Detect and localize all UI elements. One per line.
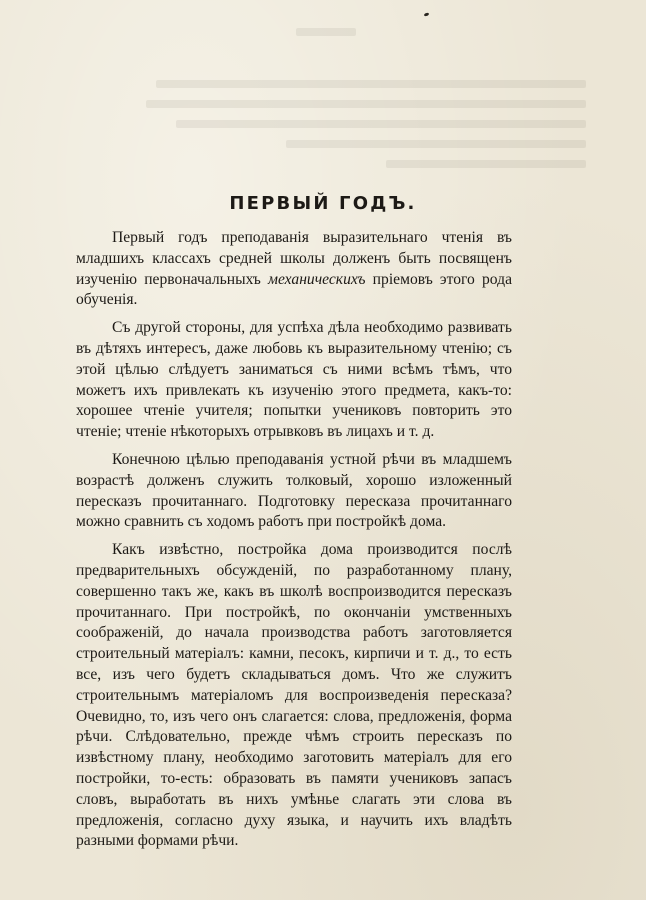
ink-speck bbox=[424, 12, 430, 17]
paragraph-4 bbox=[76, 540, 512, 852]
page-title: ПЕРВЫЙ ГОДЪ. bbox=[229, 193, 417, 214]
show-through-text bbox=[0, 20, 646, 220]
paragraph-4-text: Какъ извѣстно, постройка дома производится послѣ предварительныхъ обсужденій, по разработанному плану, совершенно такъ же, какъ въ школѣ воспроизводится пересказъ прочитаннаго. При постройкѣ, по окончаніи умственныхъ соображеній, до начала производства работъ заготовляется строительный матеріалъ: камни, песокъ, кирпичи и т. д., то есть все, изъ чего будетъ складываться домъ. Что же служитъ строительнымъ матеріаломъ для воспроизведенія пересказа? Очевидно, то, изъ чего онъ слагается: слова, предложенія, форма рѣчи. Слѣдовательно, прежде чѣмъ строить пересказъ по извѣстному плану, необходимо заготовить матеріалъ для его постройки, то-есть: образовать въ памяти учениковъ запасъ словъ, выработать въ нихъ умѣнье слагать эти слова въ предложенія, согласно духу языка, и научить ихъ владѣть разными формами рѣчи. bbox=[76, 541, 512, 850]
paragraph-1-text-b: пріемовъ этого рода обученія. bbox=[76, 270, 512, 309]
paragraph-3-text: Конечною цѣлью преподаванія устной рѣчи въ младшемъ возрастѣ долженъ служить толковый, хорошо изложенный пересказъ прочитаннаго. Подготовку пересказа прочитаннаго можно сравнить съ ходомъ работъ при постройкѣ дома. bbox=[76, 450, 512, 531]
paragraph-2 bbox=[76, 318, 512, 443]
paragraph-1 bbox=[76, 228, 512, 311]
paragraph-2-text: Съ другой стороны, для успѣха дѣла необходимо развивать въ дѣтяхъ интересъ, даже любовь къ выразительному чтенію; съ этой цѣлью слѣдуетъ заниматься съ ними всѣмъ тѣмъ, что можетъ ихъ привлекать къ изученію этого предмета, какъ-то: хорошее чтеніе учителя; попытки учениковъ повторить это чтеніе; чтеніе нѣкоторыхъ отрывковъ въ лицахъ и т. д. bbox=[76, 319, 512, 441]
paragraph-1-italic-term: механическихъ bbox=[268, 270, 366, 288]
paragraph-3 bbox=[76, 450, 512, 533]
body-text bbox=[76, 228, 512, 859]
paragraph-1-text-a: Первый годъ преподаванія выразительнаго чтенія въ младшихъ классахъ средней школы долженъ быть посвященъ изученію первоначальныхъ bbox=[76, 229, 512, 288]
